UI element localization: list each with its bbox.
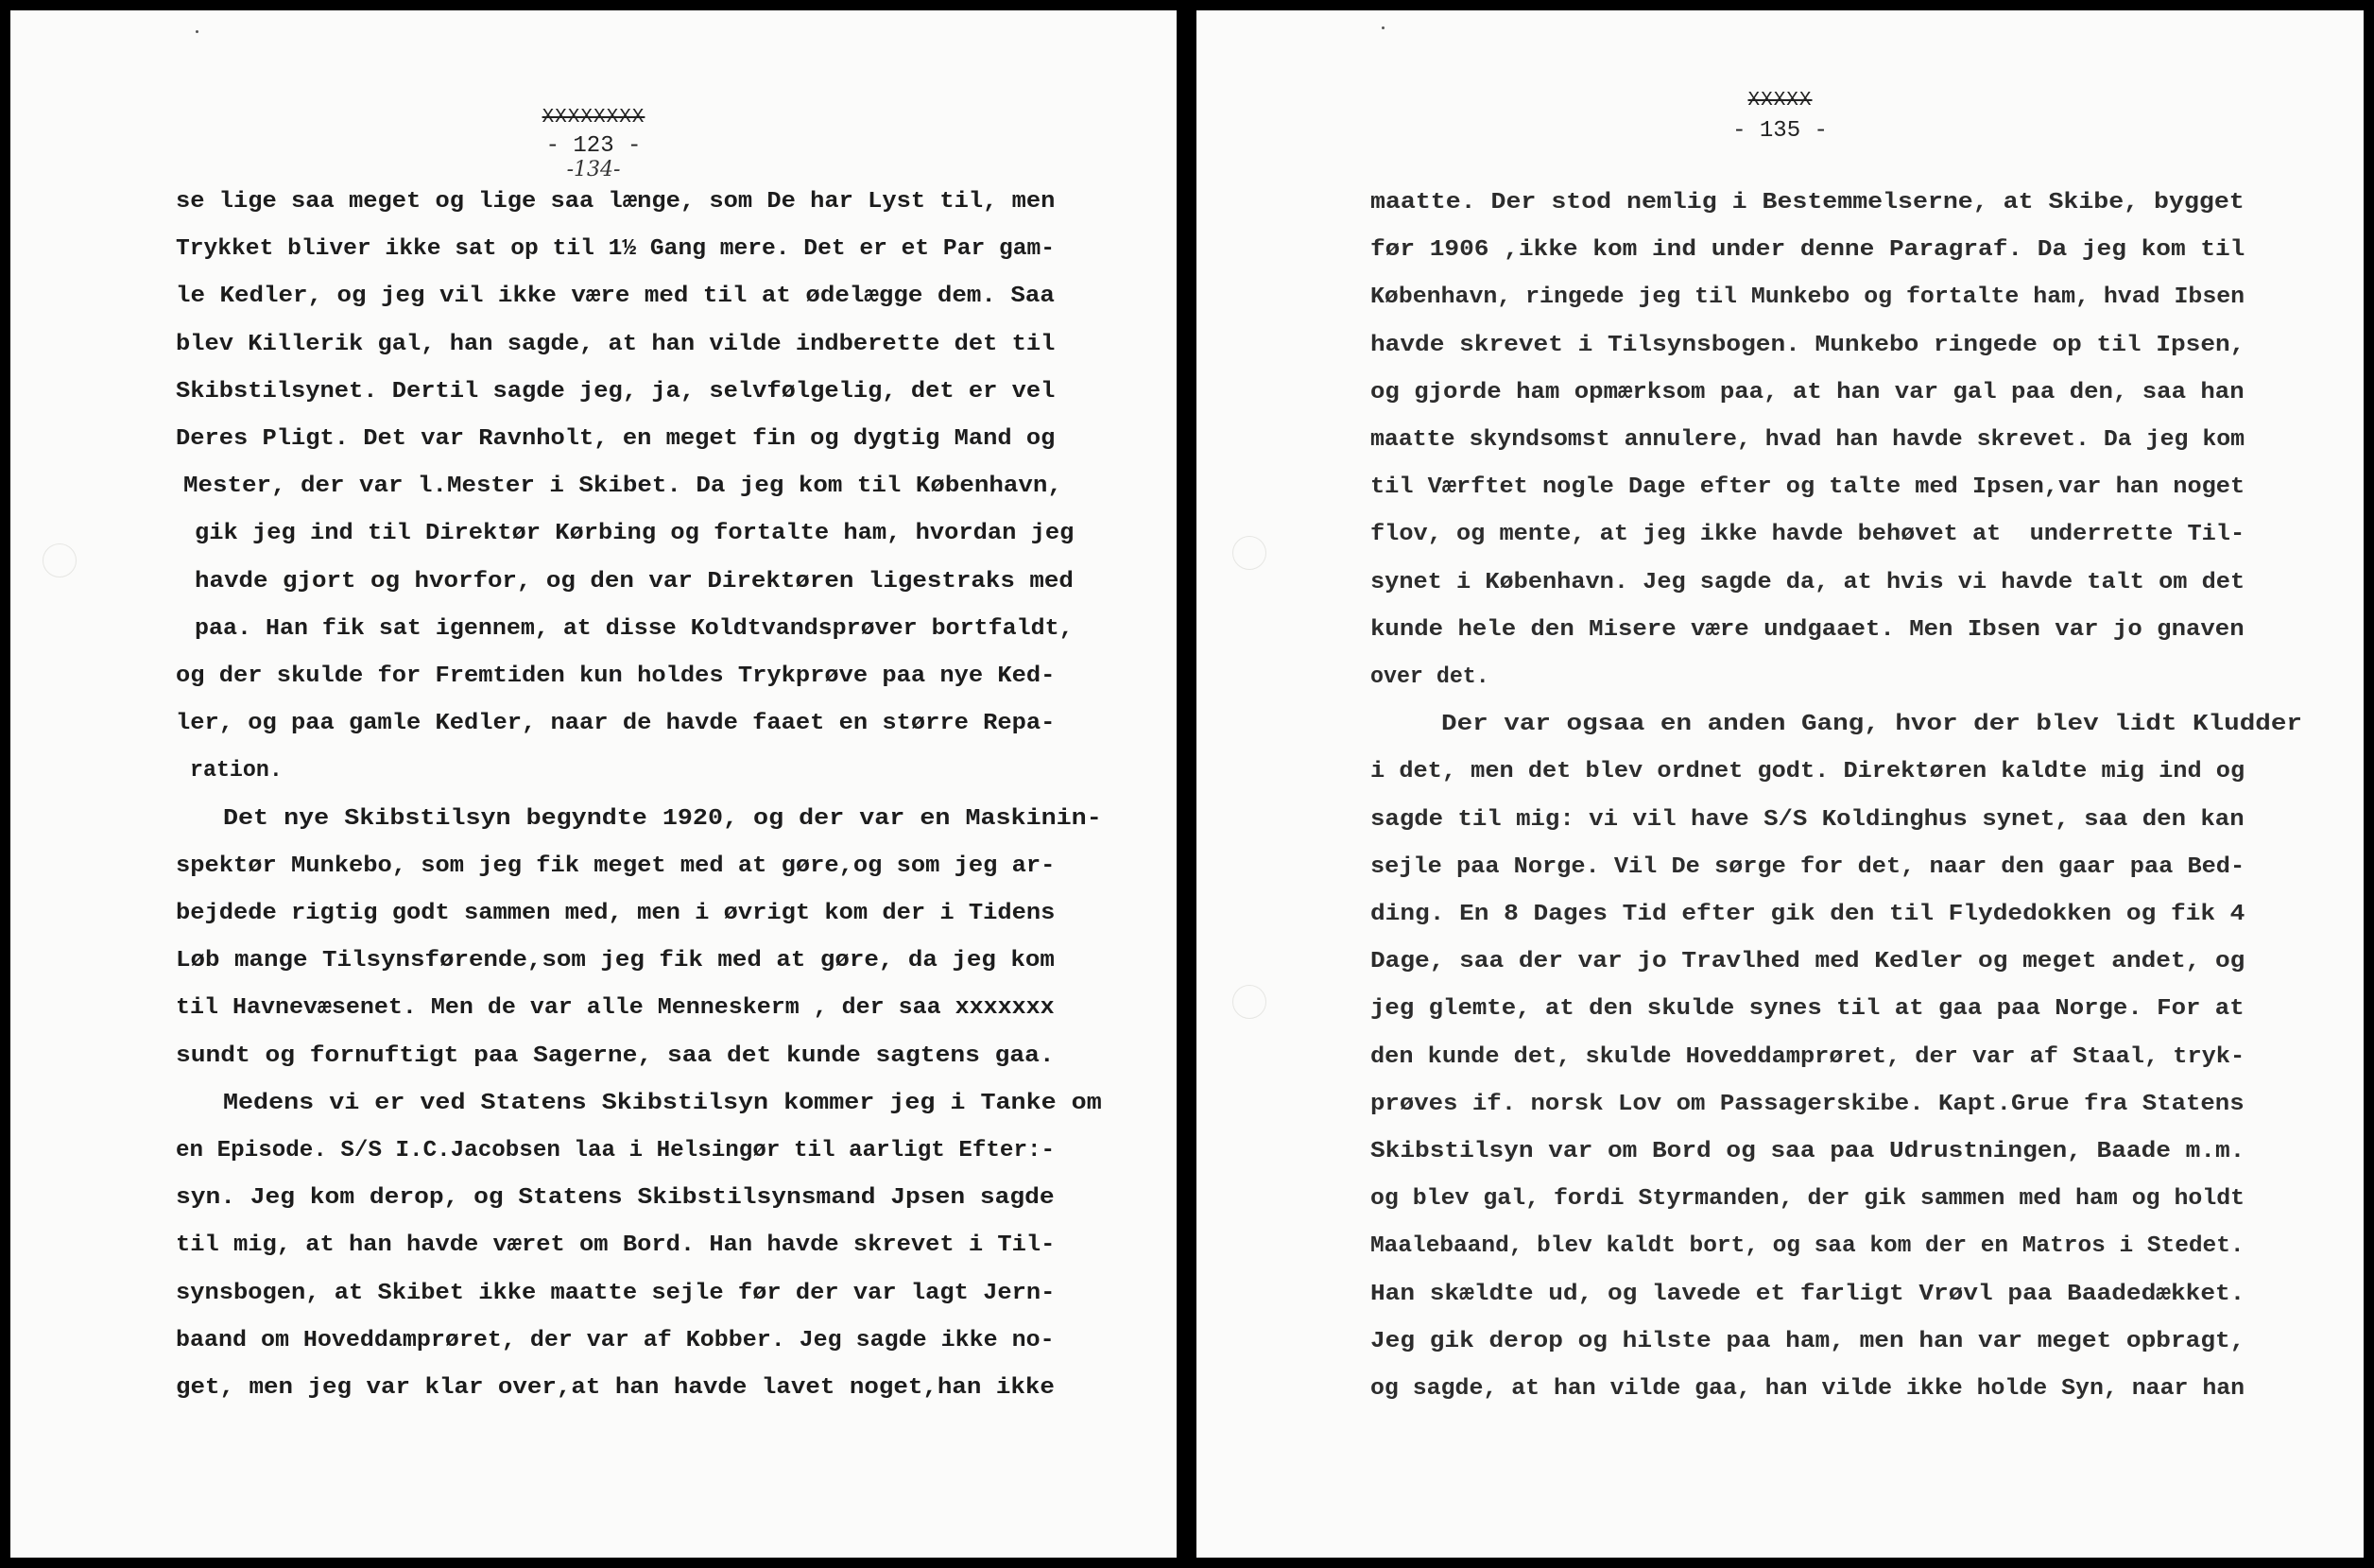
text-line: get, men jeg var klar over,at han havde lavet noget,han ikke [176,1375,1055,1401]
text-line: og gjorde ham opmærksom paa, at han var gal paa den, saa han [1370,379,2245,405]
page-number: - 123 - [545,133,642,159]
punch-hole-mark [1232,985,1266,1019]
text-line: ler, og paa gamle Kedler, naar de havde faaet en større Repa- [176,711,1056,737]
text-line: gik jeg ind til Direktør Kørbing og fortalte ham, hvordan jeg [195,521,1075,547]
text-line: Det nye Skibstilsyn begyndte 1920, og der var en Maskinin- [223,805,1102,832]
text-line: Jeg gik derop og hilste paa ham, men han var meget opbragt, [1370,1328,2245,1354]
text-line: Deres Pligt. Det var Ravnholt, en meget fin og dygtig Mand og [176,426,1056,452]
right-page [1196,10,2364,1558]
text-line: maatte skyndsomst annulere, hvad han havde skrevet. Da jeg kom [1370,427,2245,453]
text-line: Trykket bliver ikke sat op til 1½ Gang mere. Det er et Par gam- [176,236,1056,263]
text-line: den kunde det, skulde Hoveddamprøret, der var af Staal, tryk- [1370,1043,2245,1070]
text-line: en Episode. S/S I.C.Jacobsen laa i Helsingør til aarligt Efter:- [176,1138,1056,1163]
speck [1382,26,1385,29]
text-line: kunde hele den Misere være undgaaet. Men Ibsen var jo gnaven [1370,616,2245,643]
text-line: ding. En 8 Dages Tid efter gik den til Flydedokken og fik 4 [1370,902,2245,927]
text-line: flov, og mente, at jeg ikke havde behøvet at underrette Til- [1370,522,2245,548]
text-line: over det. [1370,664,1489,690]
text-line: blev Killerik gal, han sagde, at han vilde indberette det til [176,331,1056,357]
text-line: syn. Jeg kom derop, og Statens Skibstilsynsmand Jpsen sagde [176,1185,1055,1212]
text-line: le Kedler, og jeg vil ikke være med til at ødelægge dem. Saa [176,284,1055,310]
speck [196,30,198,33]
text-line: synet i København. Jeg sagde da, at hvis vi havde talt om det [1370,569,2245,595]
text-line: og blev gal, fordi Styrmanden, der gik sammen med ham og holdt [1370,1186,2245,1213]
text-line: prøves if. norsk Lov om Passagerskibe. Kapt.Grue fra Statens [1370,1091,2245,1117]
text-line: i det, men det blev ordnet godt. Direktøren kaldte mig ind og [1370,759,2245,785]
text-line: bejdede rigtig godt sammen med, men i øvrigt kom der i Tidens [176,901,1056,926]
text-line: Mester, der var l.Mester i Skibet. Da jeg kom til København, [183,474,1062,500]
text-line: havde gjort og hvorfor, og den var Direktøren ligestraks med [195,568,1074,594]
struck-header: XXXXXXXX [542,107,645,129]
handwritten-page-number: -134- [566,158,621,181]
text-line: og der skulde for Fremtiden kun holdes Trykprøve paa nye Ked- [176,663,1056,689]
text-line: Skibstilsyn var om Bord og saa paa Udrustningen, Baade m.m. [1370,1139,2245,1164]
punch-hole-mark [43,543,77,577]
text-line: før 1906 ,ikke kom ind under denne Paragraf. Da jeg kom til [1370,237,2245,264]
text-line: Løb mange Tilsynsførende,som jeg fik med at gøre, da jeg kom [176,948,1055,974]
punch-hole-mark [1232,536,1266,570]
text-line: til Havnevæsenet. Men de var alle Menneskerm , der saa xxxxxxx [176,995,1055,1022]
text-line: paa. Han fik sat igennem, at disse Koldtvandsprøver bortfaldt, [195,615,1074,642]
text-line: synsbogen, at Skibet ikke maatte sejle før der var lagt Jern- [176,1280,1056,1306]
text-line: Maalebaand, blev kaldt bort, og saa kom der en Matros i Stedet. [1370,1233,2245,1260]
text-line: og sagde, at han vilde gaa, han vilde ikke holde Syn, naar han [1370,1376,2245,1402]
text-line: Der var ogsaa en anden Gang, hvor der blev lidt Kludder [1441,712,2302,738]
text-line: ration. [190,758,283,784]
text-line: til Værftet nogle Dage efter og talte med Ipsen,var han noget [1370,474,2245,501]
text-line: havde skrevet i Tilsynsbogen. Munkebo ringede op til Ipsen, [1370,332,2245,358]
text-line: Dage, saa der var jo Travlhed med Kedler og meget andet, og [1370,949,2245,975]
text-line: Medens vi er ved Statens Skibstilsyn kommer jeg i Tanke om [223,1090,1102,1116]
text-line: København, ringede jeg til Munkebo og fortalte ham, hvad Ibsen [1370,284,2245,311]
text-line: baand om Hoveddamprøret, der var af Kobber. Jeg sagde ikke no- [176,1327,1055,1353]
struck-header: XXXXX [1747,90,1813,112]
text-line: Han skældte ud, og lavede et farligt Vrøvl paa Baadedækket. [1370,1281,2245,1307]
text-line: maatte. Der stod nemlig i Bestemmelserne, at Skibe, bygget [1370,190,2245,215]
text-line: se lige saa meget og lige saa længe, som De har Lyst til, men [176,189,1056,215]
page-number: - 135 - [1732,118,1828,144]
text-line: Skibstilsynet. Dertil sagde jeg, ja, selvfølgelig, det er vel [176,378,1056,405]
text-line: sagde til mig: vi vil have S/S Koldinghus synet, saa den kan [1370,806,2245,833]
text-line: jeg glemte, at den skulde synes til at gaa paa Norge. For at [1370,996,2245,1023]
text-line: til mig, at han havde været om Bord. Han havde skrevet i Til- [176,1232,1056,1259]
text-line: sejle paa Norge. Vil De sørge for det, naar den gaar paa Bed- [1370,853,2245,880]
text-line: spektør Munkebo, som jeg fik meget med at gøre,og som jeg ar- [176,853,1056,879]
text-line: sundt og fornuftigt paa Sagerne, saa det kunde sagtens gaa. [176,1042,1055,1069]
left-page [10,10,1177,1558]
